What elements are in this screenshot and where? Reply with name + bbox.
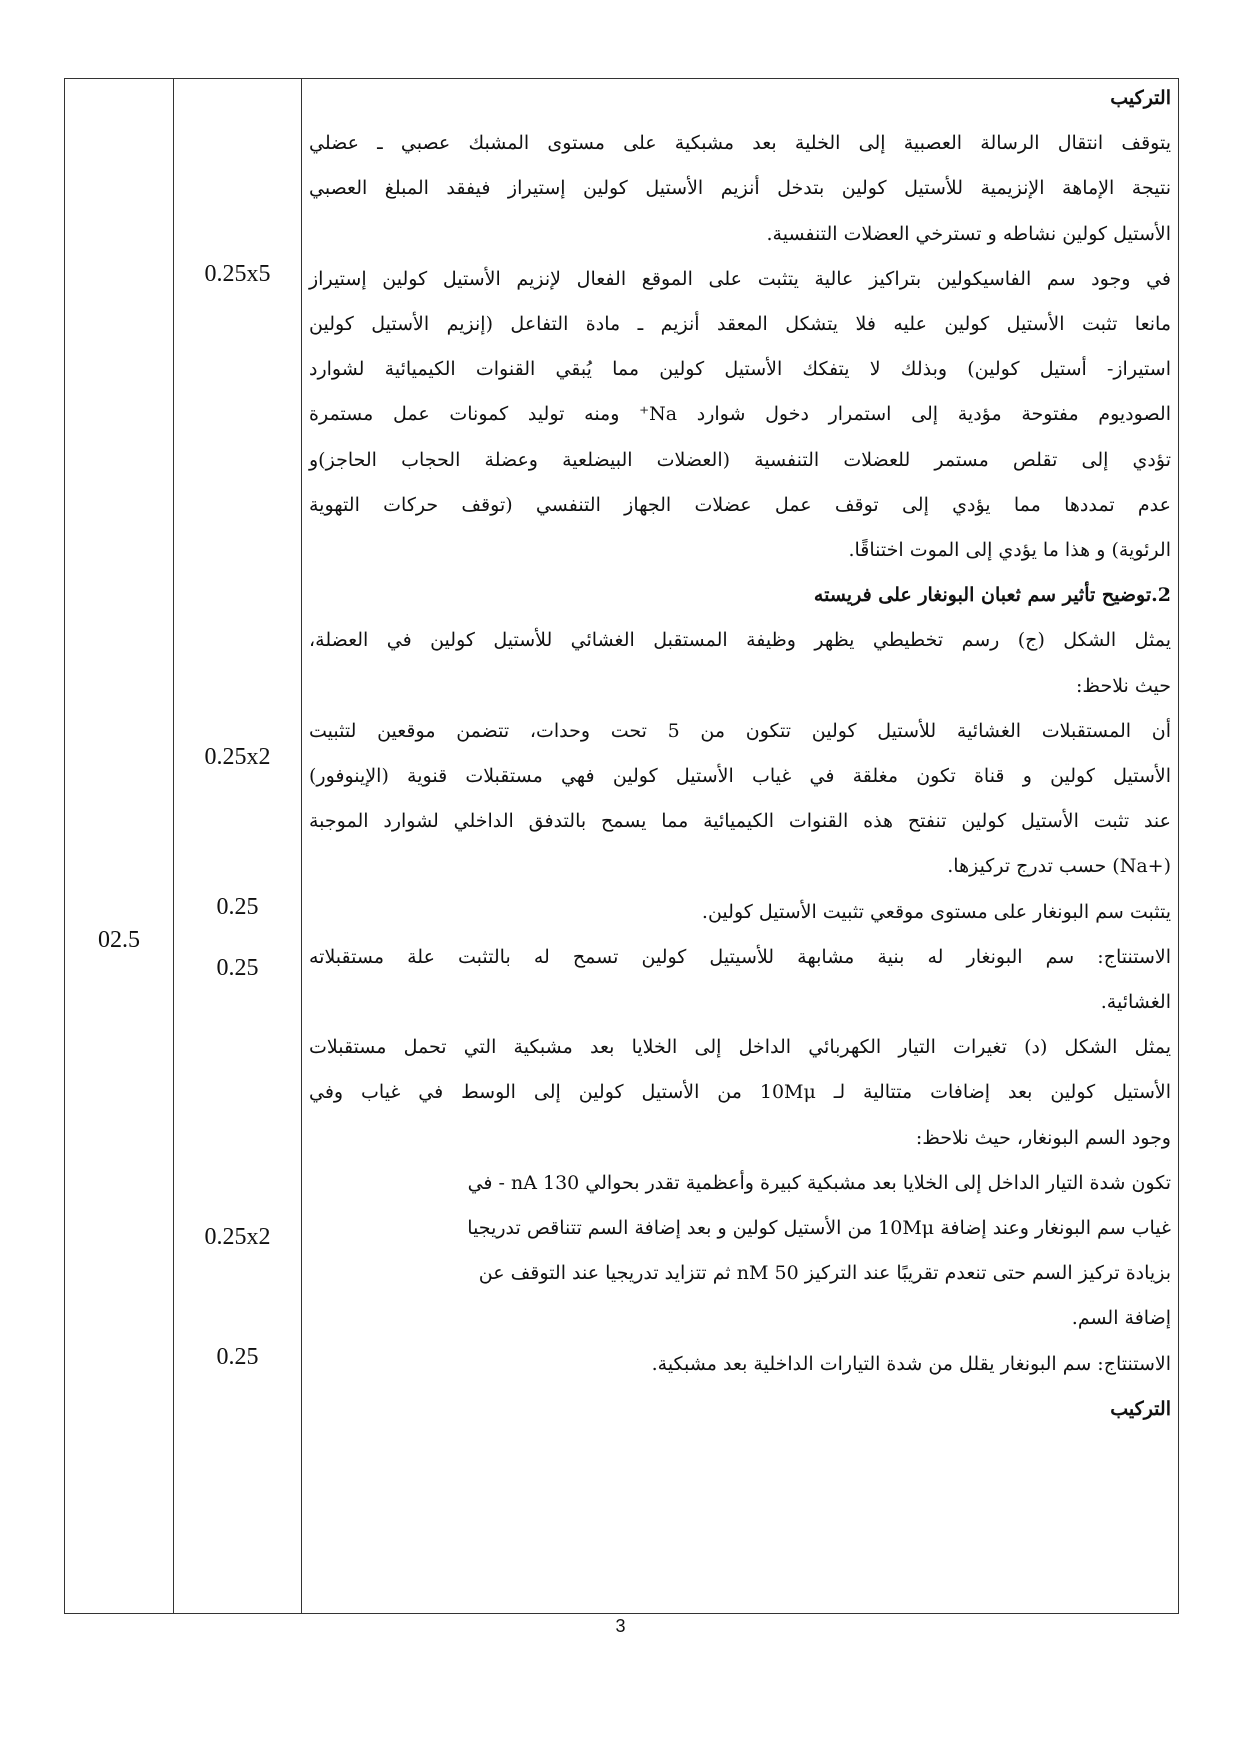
column-divider [173, 79, 174, 1613]
mark-cell: 0.25x2 [204, 744, 271, 770]
text-line: وجود السم البونغار، حيث نلاحظ: [915, 1126, 1171, 1149]
text-line: إضافة السم. [1071, 1307, 1171, 1330]
total-mark: 02.5 [98, 927, 140, 953]
page-number: 3 [615, 1616, 626, 1636]
text-line: التركيب [1110, 1397, 1171, 1420]
text-line: في وجود سم الفاسيكولين بتراكيز عالية يتثبت على الموقع الفعال لإنزيم الأستيل كولين إستيراز [309, 267, 1171, 290]
mark-cell: 0.25x5 [204, 261, 271, 287]
text-line: الصوديوم مفتوحة مؤدية إلى استمرار دخول شوارد Na⁺ ومنه توليد كمونات عمل مستمرة [309, 403, 1171, 426]
text-line: الاستنتاج: سم البونغار له بنية مشابهة للأسيتيل كولين تسمح له بالتثبت علة مستقبلاته [309, 945, 1171, 968]
text-line: الأستيل كولين نشاطه و تسترخي العضلات التنفسية. [766, 222, 1171, 245]
text-line: استيراز- أستيل كولين) وبذلك لا يتفكك الأستيل كولين مما يُبقي القنوات الكيميائية لشوارد [309, 358, 1171, 381]
text-line: حيث نلاحظ: [1076, 674, 1171, 697]
text-line: يمثل الشكل (ج) رسم تخطيطي يظهر وظيفة المستقبل الغشائي للأستيل كولين في العضلة، [309, 629, 1171, 652]
text-line: بزيادة تركيز السم حتى تنعدم تقريبًا عند التركيز 50 nM ثم تتزايد تدريجيا عند التوقف عن [478, 1262, 1171, 1285]
text-line: (+Na) حسب تدرج تركيزها. [947, 855, 1171, 878]
text-line: يمثل الشكل (د) تغيرات التيار الكهربائي الداخل إلى الخلايا بعد مشبكية التي تحمل مستقبلات [309, 1036, 1171, 1059]
answer-table [64, 78, 1179, 1614]
mark-cell: 0.25 [216, 955, 259, 981]
text-line: مانعا تثبت الأستيل كولين عليه فلا يتشكل المعقد أنزيم ـ مادة التفاعل (إنزيم الأستيل كولين [309, 313, 1171, 335]
text-line: عدم تمددها مما يؤدي إلى توقف عمل عضلات الجهاز التنفسي (توقف حركات التهوية [309, 493, 1171, 516]
text-line: الرئوية) و هذا ما يؤدي إلى الموت اختناقًا. [848, 539, 1171, 561]
text-line: تؤدي إلى تقلص مستمر للعضلات التنفسية (العضلات البيضلعية وعضلة الحجاب الحاجز)و [309, 448, 1171, 471]
text-line: 2.توضيح تأثير سم ثعبان البونغار على فريسته [813, 584, 1171, 607]
text-line: الاستنتاج: سم البونغار يقلل من شدة التيارات الداخلية بعد مشبكية. [651, 1352, 1171, 1375]
mark-cell: 0.25 [216, 894, 259, 920]
text-line: غياب سم البونغار وعند إضافة 10Mμ من الأستيل كولين و بعد إضافة السم تتناقص تدريجيا [467, 1217, 1171, 1239]
mark-cell: 0.25 [216, 1344, 259, 1370]
text-line: نتيجة الإماهة الإنزيمية للأستيل كولين بتدخل أنزيم الأستيل كولين إستيراز فيفقد المبلغ العصبي [309, 177, 1171, 200]
text-line: يتثبت سم البونغار على مستوى موقعي تثبيت الأستيل كولين. [701, 900, 1171, 923]
text-line: عند تثبت الأستيل كولين تنفتح هذه القنوات الكيميائية مما يسمح بالتدفق الداخلي لشوارد الموجبة [309, 810, 1171, 833]
text-line: يتوقف انتقال الرسالة العصبية إلى الخلية بعد مشبكية على مستوى المشبك عصبي ـ عضلي [309, 132, 1171, 155]
text-line: الغشائية. [1100, 991, 1171, 1013]
text-line: الأستيل كولين و قناة تكون مغلقة في غياب الأستيل كولين فهي مستقبلات قنوية (الإينوفور) [309, 765, 1171, 787]
text-line: تكون شدة التيار الداخل إلى الخلايا بعد مشبكية كبيرة وأعظمية تقدر بحوالي 130 nA - في [467, 1171, 1171, 1194]
text-line: التركيب [1110, 87, 1171, 109]
text-line: أن المستقبلات الغشائية للأستيل كولين تتكون من 5 تحت وحدات، تتضمن موقعين لتثبيت [309, 719, 1171, 742]
mark-cell: 0.25x2 [204, 1224, 271, 1250]
column-divider [301, 79, 302, 1613]
text-line: الأستيل كولين بعد إضافات متتالية لـ 10Mμ من الأستيل كولين إلى الوسط في غياب وفي [309, 1081, 1171, 1104]
